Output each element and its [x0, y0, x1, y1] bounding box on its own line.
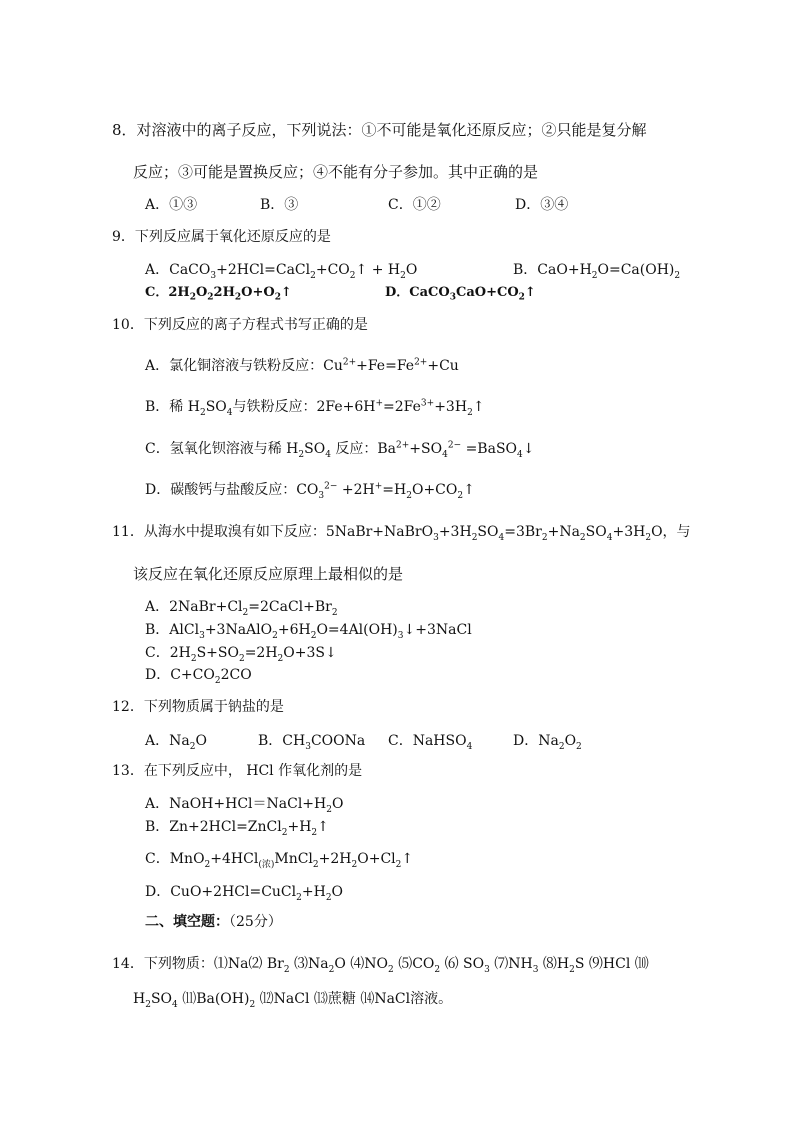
- formula-part: SO: [150, 991, 173, 1007]
- q9-a-label: A．: [145, 262, 170, 278]
- formula-part: O: [195, 285, 208, 300]
- formula-part: S+SO: [196, 645, 239, 661]
- formula-part: O: [564, 733, 577, 749]
- formula-part: ↑ + H: [355, 262, 401, 278]
- subscript: 2: [272, 630, 278, 641]
- formula-part: SO: [304, 441, 326, 457]
- subscript: 2: [249, 999, 256, 1010]
- formula-part: ↑: [401, 851, 414, 867]
- section-score: （25分）: [229, 914, 282, 930]
- subscript: 2: [467, 407, 473, 418]
- formula-part: 反应：Ba: [330, 441, 397, 457]
- subscript: 2: [325, 892, 332, 903]
- subscript: 2: [569, 964, 575, 975]
- formula-part: C．氢氧化钡溶液与稀 H: [145, 441, 299, 457]
- formula-part: =H: [382, 482, 407, 498]
- formula-part: SO: [585, 524, 607, 540]
- subscript: 2: [214, 675, 221, 686]
- q12-stem: 12．下列物质属于钠盐的是: [112, 699, 284, 715]
- subscript: 3: [210, 270, 217, 281]
- q8-option-d: D．③④: [515, 197, 569, 213]
- formula-part: O ⑷NO: [334, 956, 389, 972]
- formula-part: O=Ca(OH): [597, 262, 675, 278]
- formula-part: O=4Al(OH): [316, 622, 398, 638]
- formula-part: O，与: [651, 524, 691, 540]
- formula-part: ↑: [524, 285, 536, 300]
- formula-part: +2HCl=CaCl: [216, 262, 311, 278]
- subscript: 2: [326, 804, 332, 815]
- formula-part: O+3S↓: [283, 645, 337, 661]
- formula-part: =2CaCl+Br: [248, 599, 332, 615]
- q10-option-a: [145, 357, 459, 375]
- formula-part: C．MnO: [145, 851, 205, 867]
- q8-option-a: A．①③: [145, 197, 198, 213]
- formula-part: =3Br: [504, 524, 542, 540]
- subscript: 2: [591, 270, 598, 281]
- formula-part: 11．从海水中提取溴有如下反应：5NaBr+NaBrO: [112, 524, 434, 540]
- formula-part: +Fe=Fe: [356, 358, 415, 374]
- formula-part: ⑺NH: [489, 956, 533, 972]
- formula-part: ↓: [522, 441, 535, 457]
- subscript: 2: [190, 653, 197, 664]
- subscript: 2: [277, 653, 284, 664]
- formula-part: ↑: [280, 285, 292, 300]
- formula-part: +3NaAlO: [204, 622, 273, 638]
- section-title: 二、填空题：: [145, 914, 229, 930]
- subscript: 2: [199, 407, 206, 418]
- formula-part: +CO: [315, 262, 350, 278]
- q9-d-label: D．: [385, 285, 410, 300]
- q8-line2: 反应；③可能是置换反应；④不能有分子参加。其中正确的是: [133, 163, 539, 181]
- subscript: 4: [517, 449, 523, 460]
- q10-option-b: [145, 398, 485, 416]
- subscript: 2: [207, 292, 214, 303]
- formula-part: A．2NaBr+Cl: [145, 599, 243, 615]
- subscript: 2: [189, 292, 196, 303]
- q11-line1: [112, 523, 691, 541]
- formula-part: 2H: [168, 285, 190, 300]
- superscript: +: [374, 481, 383, 492]
- subscript: 2: [331, 607, 338, 618]
- formula-part: B．CH: [258, 733, 306, 749]
- subscript: 2: [312, 859, 319, 870]
- q9-option-c: [145, 284, 292, 302]
- formula-part: ⑿NaCl ⒀蔗糖 ⒁NaCl溶液。: [255, 991, 453, 1007]
- formula-part: 2H: [213, 285, 235, 300]
- q12-option-d: [513, 732, 582, 750]
- formula-part: 与铁粉反应：2Fe+6H: [232, 399, 376, 415]
- q9-c-label: C．: [145, 285, 169, 300]
- q9-b-label: B．: [513, 262, 538, 278]
- subscript: 2: [400, 270, 406, 281]
- subscript: 2: [310, 270, 316, 281]
- section-heading: [145, 913, 282, 931]
- formula-part: H: [133, 991, 146, 1007]
- formula-part: D．Na: [513, 733, 559, 749]
- q10-stem: 10．下列反应的离子方程式书写正确的是: [112, 317, 368, 333]
- superscript: 2−: [447, 440, 462, 451]
- formula-part: =2Fe: [383, 399, 421, 415]
- subscript: 2: [388, 964, 394, 975]
- q11-option-d: [145, 666, 252, 684]
- formula-part: A．氯化铜溶液与铁粉反应：Cu: [145, 358, 343, 374]
- formula-part: O+O: [241, 285, 275, 300]
- q8-line1: 8．对溶液中的离子反应，下列说法：①不可能是氧化还原反应；②只能是复分解: [112, 121, 647, 139]
- subscript: 4: [172, 999, 178, 1010]
- q11-option-a: [145, 598, 338, 616]
- subscript: 2: [274, 292, 281, 303]
- subscript: 4: [442, 449, 448, 460]
- subscript: 2: [558, 741, 565, 752]
- q12-option-a: [145, 732, 207, 750]
- formula-part: +SO: [409, 441, 443, 457]
- subscript: 4: [606, 532, 613, 543]
- formula-part: =BaSO: [461, 441, 518, 457]
- q11-option-b: [145, 621, 472, 639]
- formula-part: B．AlCl: [145, 622, 200, 638]
- formula-part: 2CO: [220, 667, 252, 683]
- formula-part: D．碳酸钙与盐酸反应：CO: [145, 482, 319, 498]
- formula-part: +4HCl: [210, 851, 259, 867]
- subscript: 2: [351, 859, 358, 870]
- subscript: 4: [325, 449, 331, 460]
- subscript: 4: [466, 741, 473, 752]
- q13-stem: 13．在下列反应中， HCl 作氧化剂的是: [112, 763, 363, 779]
- formula-part: +2H: [318, 851, 352, 867]
- formula-part: A．Na: [145, 733, 190, 749]
- subscript: 2: [283, 964, 290, 975]
- formula-part: C．2H: [145, 645, 191, 661]
- formula-part: CaO+CO: [456, 285, 519, 300]
- formula-part: O: [195, 733, 207, 749]
- formula-part: O+CO: [411, 482, 458, 498]
- formula-part: O: [331, 884, 344, 900]
- q14-line1: [112, 955, 649, 973]
- subscript: 2: [311, 827, 318, 838]
- q11-line2: 该反应在氧化还原反应原理上最相似的是: [133, 565, 404, 583]
- superscript: 2+: [414, 357, 428, 368]
- subscript: 2: [576, 741, 582, 752]
- superscript: 2+: [342, 357, 357, 368]
- formula-part: D．CuO+2HCl=CuCl: [145, 884, 297, 900]
- formula-part: +Cu: [427, 358, 459, 374]
- superscript: +: [375, 398, 384, 409]
- subscript: 2: [674, 270, 681, 281]
- formula-part: B．稀 H: [145, 399, 200, 415]
- subscript: 3: [532, 964, 539, 975]
- subscript: 2: [310, 630, 317, 641]
- q9-option-a: [145, 261, 417, 279]
- subscript: 4: [498, 532, 505, 543]
- q8-option-b: B．③: [260, 197, 299, 213]
- subscript: (浓): [258, 859, 275, 870]
- q9-stem: 9．下列反应属于氧化还原反应的是: [112, 229, 331, 245]
- q8-option-c: C．①②: [388, 197, 441, 213]
- subscript: 2: [349, 270, 356, 281]
- subscript: 3: [199, 630, 205, 641]
- formula-part: CaCO: [409, 285, 450, 300]
- formula-part: CaCO: [169, 262, 211, 278]
- formula-part: ↑: [472, 399, 485, 415]
- formula-part: +6H: [277, 622, 311, 638]
- formula-part: ⑹ SO: [440, 956, 485, 972]
- formula-part: +H: [287, 819, 312, 835]
- q10-option-c: [145, 440, 534, 458]
- formula-part: +H: [301, 884, 326, 900]
- subscript: 3: [318, 490, 325, 501]
- subscript: 2: [395, 859, 402, 870]
- formula-part: COONa: [310, 733, 366, 749]
- q13-option-b: [145, 818, 329, 836]
- subscript: 2: [281, 827, 288, 838]
- formula-part: =2H: [244, 645, 278, 661]
- q11-option-c: [145, 644, 337, 662]
- formula-part: A．NaOH+HCl＝NaCl+H: [145, 796, 327, 812]
- q10-option-d: [145, 481, 475, 499]
- formula-part: ⑻H: [538, 956, 570, 972]
- subscript: 2: [434, 964, 441, 975]
- formula-part: CaO+H: [537, 262, 592, 278]
- formula-part: +3H: [434, 399, 468, 415]
- subscript: 2: [238, 653, 245, 664]
- subscript: 2: [457, 490, 464, 501]
- formula-part: MnCl: [274, 851, 313, 867]
- q9-option-d: [385, 284, 536, 302]
- formula-part: O: [405, 262, 418, 278]
- formula-part: B．Zn+2HCl=ZnCl: [145, 819, 282, 835]
- subscript: 2: [296, 892, 302, 903]
- subscript: 2: [328, 964, 335, 975]
- subscript: 3: [305, 741, 311, 752]
- superscript: 2−: [324, 481, 338, 492]
- subscript: 2: [298, 449, 305, 460]
- subscript: 2: [189, 741, 196, 752]
- formula-part: +Na: [547, 524, 580, 540]
- formula-part: O+Cl: [357, 851, 396, 867]
- formula-part: ↑: [463, 482, 475, 498]
- subscript: 2: [145, 999, 151, 1010]
- q13-option-c: [145, 850, 413, 868]
- formula-part: 14．下列物质：⑴Na⑵ Br: [112, 956, 284, 972]
- subscript: 4: [226, 407, 233, 418]
- subscript: 3: [433, 532, 439, 543]
- q12-option-b: [258, 732, 365, 750]
- subscript: 3: [449, 292, 456, 303]
- formula-part: +3H: [438, 524, 472, 540]
- q13-option-d: [145, 883, 343, 901]
- formula-part: ⑾Ba(OH): [177, 991, 250, 1007]
- formula-part: C．NaHSO: [388, 733, 467, 749]
- formula-part: D．C+CO: [145, 667, 215, 683]
- q12-option-c: [388, 732, 472, 750]
- subscript: 2: [471, 532, 478, 543]
- formula-part: O: [331, 796, 344, 812]
- superscript: 3+: [420, 398, 435, 409]
- formula-part: S ⑼HCl ⑽: [574, 956, 649, 972]
- formula-part: ⑸CO: [393, 956, 435, 972]
- formula-part: ↑: [317, 819, 329, 835]
- subscript: 2: [242, 607, 249, 618]
- q14-line2: [133, 990, 452, 1008]
- subscript: 2: [579, 532, 586, 543]
- formula-part: +2H: [337, 482, 375, 498]
- subscript: 2: [645, 532, 652, 543]
- subscript: 2: [518, 292, 525, 303]
- formula-part: SO: [205, 399, 227, 415]
- subscript: 2: [204, 859, 211, 870]
- q13-option-a: [145, 795, 343, 813]
- formula-part: ⑶Na: [289, 956, 329, 972]
- subscript: 2: [406, 490, 412, 501]
- formula-part: SO: [477, 524, 499, 540]
- formula-part: ↓+3NaCl: [403, 622, 472, 638]
- q9-option-b: [513, 261, 680, 279]
- formula-part: +3H: [612, 524, 646, 540]
- subscript: 2: [541, 532, 548, 543]
- superscript: 2+: [396, 440, 410, 451]
- subscript: 3: [397, 630, 404, 641]
- subscript: 2: [234, 292, 242, 303]
- subscript: 3: [484, 964, 490, 975]
